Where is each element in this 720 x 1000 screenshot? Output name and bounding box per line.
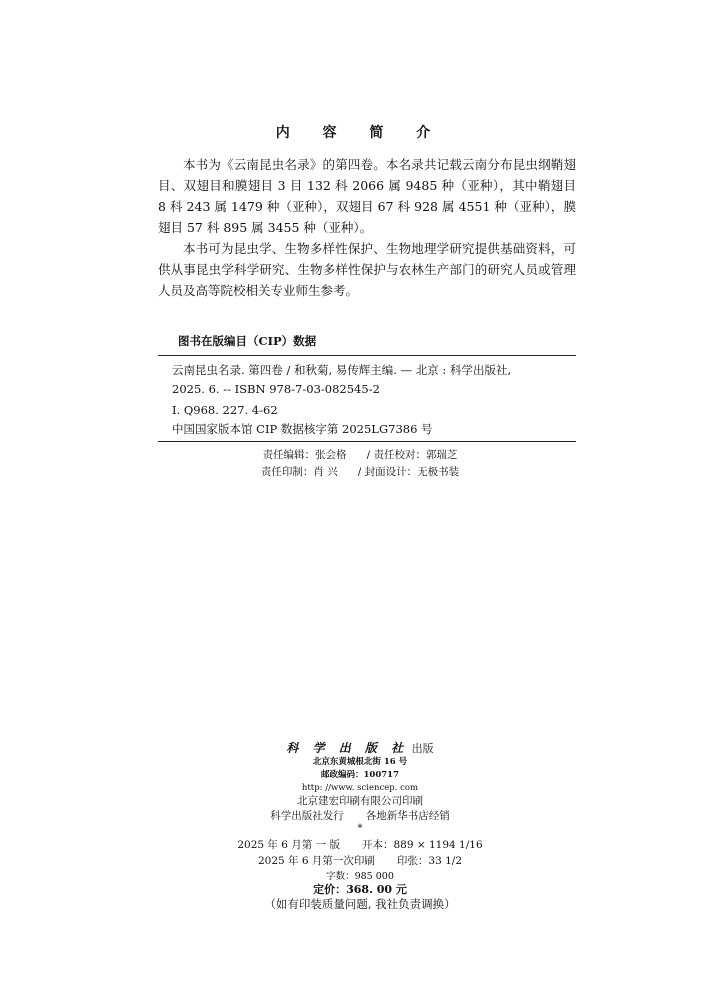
cip-bottom-rule (158, 441, 576, 442)
cover-credit: / 封面设计：无极书装 (357, 466, 460, 478)
edition: 2025 年 6 月第 一 版 (237, 839, 340, 851)
printing-date: 2025 年 6 月第一次印刷 (257, 855, 375, 867)
cip-line-3: Ⅰ. Q968. 227. 4-62 (172, 403, 278, 417)
publisher-url: http: //www. sciencep. com (301, 783, 419, 793)
cip-heading: 图书在版编目（CIP）数据 (178, 334, 317, 348)
printing-line (0, 853, 720, 869)
intro-title: 内 容 简 介 (275, 125, 445, 141)
publisher-name: 科 学 出 版 社 (286, 741, 409, 755)
quality-note: （如有印装质量问题, 我社负责调换） (264, 897, 456, 911)
proofreader-credit: / 责任校对：郭瑞芝 (366, 449, 458, 461)
sheets: 印张：33 1/2 (396, 855, 463, 867)
word-count: 字数：985 000 (326, 871, 394, 882)
separator-star: * (357, 823, 363, 834)
format: 开本：889 × 1194 1/16 (361, 839, 483, 851)
printing-credit: 责任印制：肖 兴 (260, 466, 338, 478)
credits-line-2 (0, 464, 720, 481)
editor-credit: 责任编辑：张会格 (262, 449, 347, 461)
printer-line: 北京建宏印刷有限公司印刷 (297, 795, 423, 807)
cip-line-1: 云南昆虫名录. 第四卷 / 和秋菊, 易传辉主编. — 北京 : 科学出版社, (172, 363, 512, 377)
cip-top-rule (158, 355, 576, 356)
credits-line-1 (0, 447, 720, 464)
issuer: 科学出版社发行 (270, 810, 344, 822)
intro-paragraph-1: 本书为《云南昆虫名录》的第四卷。本名录共记载云南分布昆虫纲鞘翅目、双翅目和膜翅目 3 目 132 科 2066 属 9485 种（亚种），其中鞘翅目 8 科 243 属 1479 种（亚种），双翅目 67 科 928 属 4551 种（亚种），膜翅目 57 科 895 属 3455 种（亚种）。 (158, 157, 576, 235)
cip-line-4: 中国国家版本馆 CIP 数据核字第 2025LG7386 号 (172, 422, 433, 436)
intro-paragraph-2: 本书可为昆虫学、生物多样性保护、生物地理学研究提供基础资料，可供从事昆虫学科学研究、生物多样性保护与农林生产部门的研究人员或管理人员及高等院校相关专业师生参考。 (158, 241, 576, 298)
publisher-address: 北京东黄城根北街 16 号 (312, 757, 408, 767)
publisher-postcode: 邮政编码：100717 (321, 770, 399, 780)
price: 定价：368. 00 元 (313, 883, 407, 896)
edition-line (0, 837, 720, 853)
publisher-suffix: 出版 (411, 742, 434, 755)
cip-line-2: 2025. 6. -- ISBN 978-7-03-082545-2 (172, 382, 380, 396)
distributor: 各地新华书店经销 (365, 810, 450, 822)
publisher-line (0, 739, 720, 756)
distribution-line (0, 808, 720, 824)
